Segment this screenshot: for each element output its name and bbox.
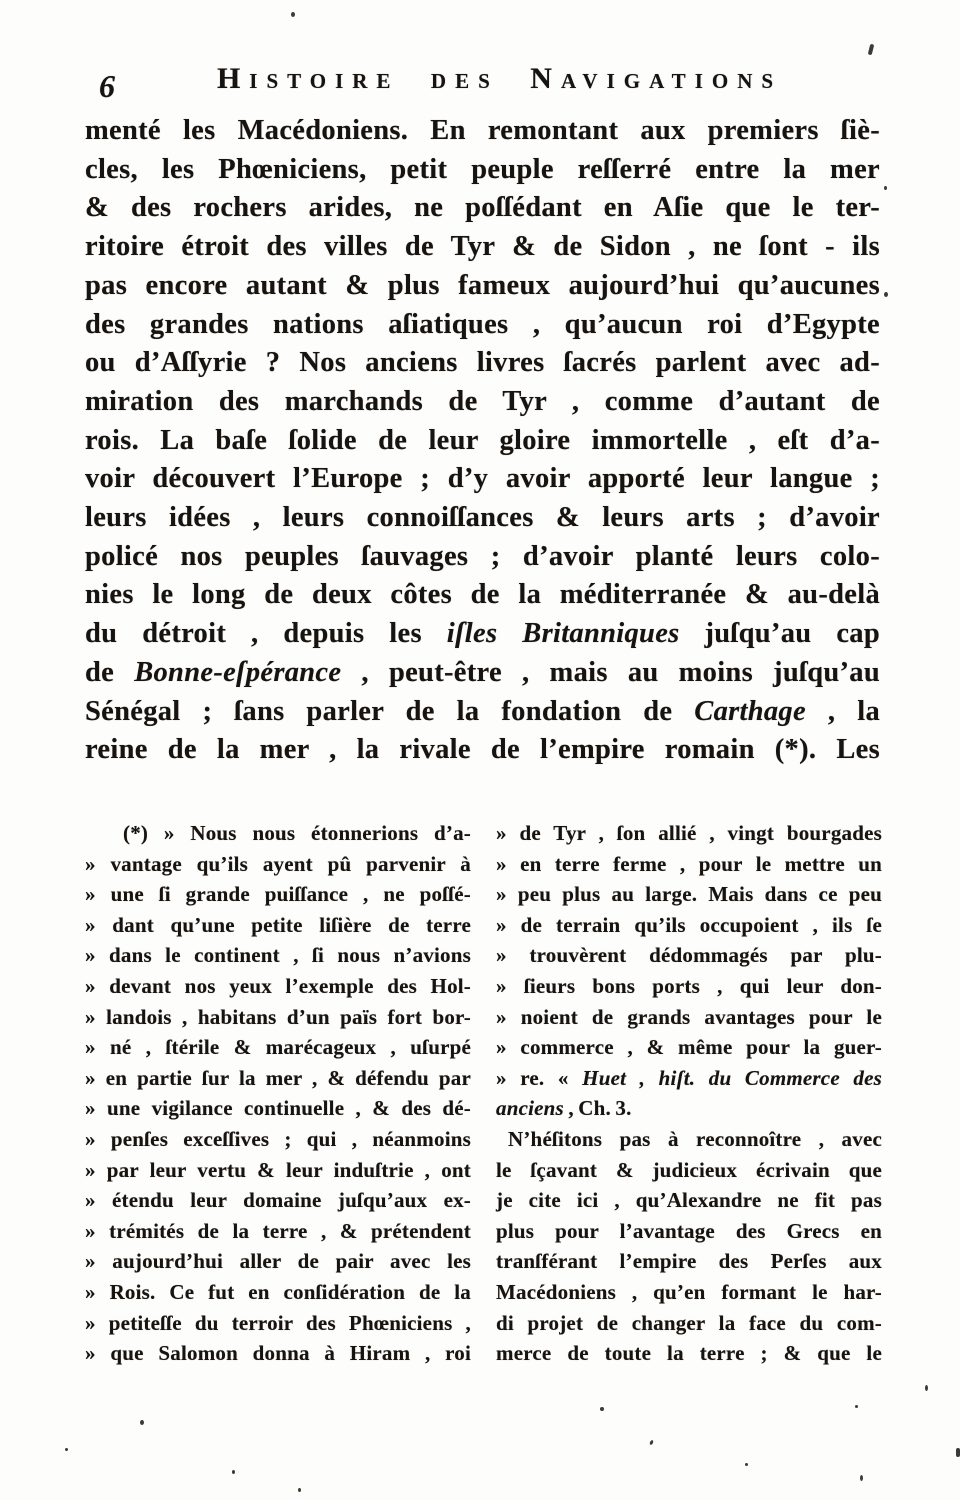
text-segment: merce de toute la terre ; & que le — [496, 1341, 882, 1366]
body-line — [85, 344, 880, 383]
text-segment: le ſçavant & judicieux écrivain que — [496, 1157, 882, 1182]
footnote-line — [496, 1002, 882, 1033]
body-line — [85, 499, 880, 538]
text-segment: tranſférant l’empire des Perſes aux — [496, 1249, 882, 1274]
footnote-line — [496, 818, 882, 849]
footnote-section — [85, 818, 882, 1369]
body-line — [85, 189, 880, 228]
body-line — [85, 267, 880, 306]
footnote-line — [85, 1032, 471, 1063]
text-segment: miration des marchands de Tyr , comme d’autant de — [85, 385, 880, 417]
page-header — [85, 62, 880, 106]
text-segment: des grandes nations aſiatiques , qu’aucun roi d’Egypte — [85, 308, 880, 340]
text-segment: pas encore autant & plus fameux aujourd’hui qu’aucunes — [85, 269, 880, 301]
text-segment: » petiteſſe du terroir des Phœniciens , — [85, 1310, 471, 1335]
text-segment: » trouvèrent dédommagés par plu- — [496, 943, 882, 968]
text-segment: » né , ſtérile & marécageux , uſurpé — [85, 1035, 471, 1060]
page-number: 6 — [99, 68, 115, 104]
ink-speck — [298, 1488, 301, 1492]
body-line — [85, 383, 880, 422]
footnote-line — [496, 971, 882, 1002]
body-line — [85, 228, 880, 267]
ink-speck — [291, 12, 295, 17]
text-segment: » trémités de la terre , & prétendent — [85, 1218, 471, 1243]
text-segment: Macédoniens , qu’en formant le har- — [496, 1279, 882, 1304]
ink-speck — [884, 186, 887, 190]
footnote-line — [85, 940, 471, 971]
footnote-line — [496, 1216, 882, 1247]
body-paragraph — [85, 112, 880, 770]
text-segment: & des rochers arides, ne poſſédant en Aſie que le ter- — [85, 192, 880, 224]
ink-speck — [884, 292, 888, 297]
text-segment: » une ſi grande puiſſance , ne poſſé- — [85, 882, 471, 907]
text-segment: » en terre ferme , pour le mettre un — [496, 851, 882, 876]
body-line — [85, 538, 880, 577]
text-segment: » noient de grands avantages pour le — [496, 1004, 882, 1029]
text-segment: » re. « — [496, 1065, 583, 1090]
text-segment: » en partie ſur la mer , & défendu par — [85, 1065, 471, 1090]
text-segment: » commerce , & même pour la guer- — [496, 1035, 882, 1060]
text-segment: » dant qu’une petite liſière de terre — [85, 912, 471, 937]
ink-speck — [855, 1405, 858, 1408]
italic-text-segment: iſles Britanniques — [446, 618, 680, 650]
text-segment: » une vigilance continuelle , & des dé- — [85, 1096, 471, 1121]
footnote-line — [496, 1093, 882, 1124]
text-segment: N’héſitons pas à reconnoître , avec — [508, 1126, 882, 1151]
italic-text-segment: Carthage — [694, 695, 806, 727]
footnote-line — [85, 1063, 471, 1094]
text-segment: du détroit , depuis les — [85, 618, 447, 650]
footnote-line — [85, 1277, 471, 1308]
footnote-line — [85, 1155, 471, 1186]
text-segment: » Rois. Ce fut en conſidération de la — [85, 1279, 471, 1304]
footnote-line — [85, 1246, 471, 1277]
body-line — [85, 306, 880, 345]
text-segment: je cite ici , qu’Alexandre ne fit pas — [496, 1188, 882, 1213]
footnote-line — [85, 1338, 471, 1369]
footnote-line — [496, 1246, 882, 1277]
text-segment: , la — [805, 695, 881, 727]
text-segment: rois. La baſe ſolide de leur gloire immortelle , eſt d’a- — [85, 424, 880, 456]
body-line — [85, 151, 880, 190]
footnote-line — [85, 818, 471, 849]
footnote-line — [85, 1308, 471, 1339]
text-segment: » par leur vertu & leur induſtrie , ont — [85, 1157, 471, 1182]
footnote-line — [496, 849, 882, 880]
text-segment: , peut-être , mais au moins juſqu’au — [341, 656, 881, 688]
text-segment: (*) » Nous nous étonnerions d’a- — [123, 821, 471, 845]
text-segment: Sénégal ; ſans parler de la fondation de — [85, 695, 695, 727]
text-segment: » que Salomon donna à Hiram , roi — [85, 1341, 471, 1366]
footnote-line — [496, 1277, 882, 1308]
text-segment: » dans le continent , ſi nous n’avions — [85, 943, 471, 968]
text-segment: ou d’Aſſyrie ? Nos anciens livres ſacrés parlent avec ad- — [85, 347, 880, 379]
text-segment: » étendu leur domaine juſqu’aux ex- — [85, 1188, 471, 1213]
footnote-left-column — [85, 818, 471, 1369]
text-segment: voir découvert l’Europe ; d’y avoir apporté leur langue ; — [85, 463, 880, 495]
footnote-line — [496, 940, 882, 971]
body-line — [85, 422, 880, 461]
footnote-line — [496, 1338, 882, 1369]
ink-speck — [65, 1448, 68, 1451]
footnote-line — [85, 1185, 471, 1216]
body-line — [85, 731, 880, 770]
footnote-line — [496, 1063, 882, 1094]
body-line — [85, 112, 880, 151]
footnote-line — [85, 849, 471, 880]
footnote-right-column — [496, 818, 882, 1369]
footnote-line — [496, 1124, 882, 1155]
body-line — [85, 576, 880, 615]
text-segment: » de terrain qu’ils occupoient , ils ſe — [496, 912, 882, 937]
body-line — [85, 460, 880, 499]
ink-speck — [140, 1420, 144, 1425]
text-segment: » ſieurs bons ports , qui leur don- — [496, 973, 882, 998]
text-segment: de — [85, 656, 135, 688]
ink-speck — [600, 1407, 604, 1411]
footnote-line — [496, 1032, 882, 1063]
text-segment: cles, les Phœniciens, petit peuple reſſerré entre la mer — [85, 153, 880, 185]
footnote-line — [496, 1155, 882, 1186]
ink-speck — [956, 1448, 960, 1457]
body-line — [85, 615, 880, 654]
text-segment: » peu plus au large. Mais dans ce peu — [496, 882, 882, 907]
ink-speck — [649, 1440, 654, 1446]
text-segment: » aujourd’hui aller de pair avec les — [85, 1249, 471, 1274]
footnote-line — [85, 1093, 471, 1124]
footnote-line — [85, 971, 471, 1002]
italic-text-segment: Huet , hiſt. du Commerce des — [582, 1065, 882, 1090]
body-line — [85, 654, 880, 693]
footnote-line — [496, 1308, 882, 1339]
footnote-line — [85, 879, 471, 910]
text-segment: , Ch. 3. — [563, 1096, 632, 1121]
footnote-line — [496, 1185, 882, 1216]
ink-speck — [925, 1385, 928, 1391]
text-segment: leurs idées , leurs connoiſſances & leurs arts ; d’avoir — [85, 502, 880, 534]
text-segment: » vantage qu’ils ayent pû parvenir à — [85, 851, 471, 876]
ink-speck — [868, 44, 875, 56]
text-segment: policé nos peuples ſauvages ; d’avoir planté leurs colo- — [85, 540, 880, 572]
text-segment: » devant nos yeux l’exemple des Hol- — [85, 973, 471, 998]
italic-text-segment: anciens — [496, 1096, 564, 1121]
text-segment: reine de la mer , la rivale de l’empire romain (*). Les — [85, 734, 880, 766]
text-segment: juſqu’au cap — [679, 618, 880, 650]
ink-speck — [745, 1463, 748, 1466]
running-title: Histoire des Navigations — [216, 62, 783, 95]
text-segment: » penſes exceſſives ; qui , néanmoins — [85, 1126, 471, 1151]
text-segment: nies le long de deux côtes de la méditerranée & au-delà — [85, 579, 880, 611]
text-segment: » de Tyr , ſon allié , vingt bourgades — [496, 821, 882, 845]
text-segment: plus pour l’avantage des Grecs en — [496, 1218, 882, 1243]
footnote-line — [496, 910, 882, 941]
footnote-line — [496, 879, 882, 910]
footnote-line — [85, 1124, 471, 1155]
ink-speck — [860, 1475, 863, 1481]
footnote-line — [85, 910, 471, 941]
italic-text-segment: Bonne-eſpérance — [134, 656, 342, 688]
ink-speck — [232, 1470, 235, 1474]
text-segment: » landois , habitans d’un païs fort bor- — [85, 1004, 471, 1029]
text-segment: menté les Macédoniens. En remontant aux premiers ſiè- — [85, 115, 880, 146]
body-line — [85, 693, 880, 732]
text-segment: ritoire étroit des villes de Tyr & de Sidon , ne ſont - ils — [85, 231, 880, 263]
footnote-line — [85, 1002, 471, 1033]
text-segment: di projet de changer la face du com- — [496, 1310, 882, 1335]
footnote-line — [85, 1216, 471, 1247]
